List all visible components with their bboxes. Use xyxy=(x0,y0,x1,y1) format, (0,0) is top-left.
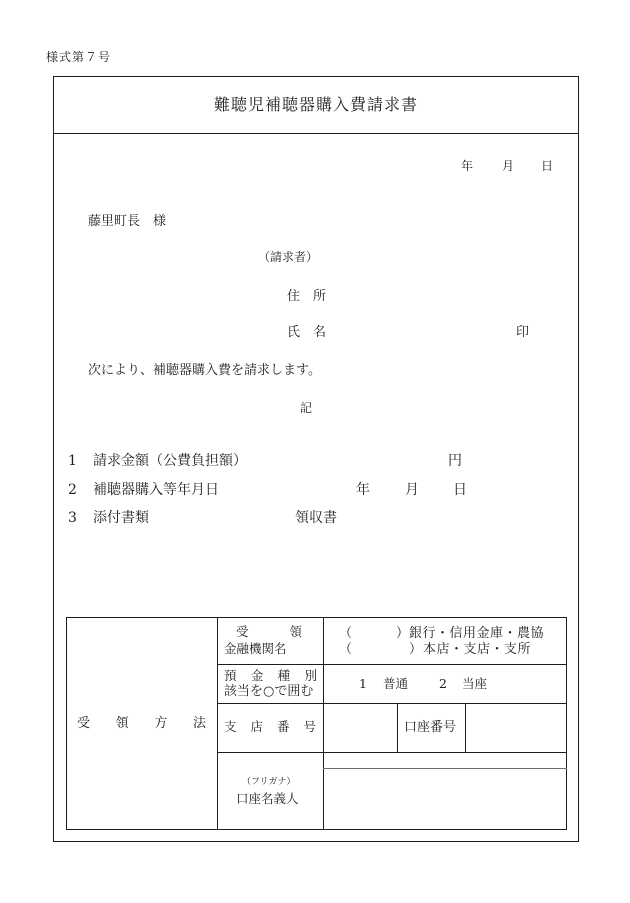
seal-label: 印 xyxy=(516,325,530,340)
table-cell-line xyxy=(397,703,398,753)
receipt-method-label: 受 領 方 法 xyxy=(77,716,206,731)
institution-open-paren: （ xyxy=(339,626,353,641)
institution-close-paren: ） xyxy=(396,626,410,641)
form-title: 難聴児補聴器購入費請求書 xyxy=(213,95,418,114)
claim-statement: 次により、補聴器購入費を請求します。 xyxy=(88,363,321,378)
record-marker: 記 xyxy=(300,401,313,415)
item-2-number: 2 xyxy=(68,482,77,498)
deposit-type-label-line2: 該当を○で囲む xyxy=(224,684,314,699)
table-row-line xyxy=(217,664,567,665)
furigana-label: （フリガナ） xyxy=(242,777,296,787)
address-label: 住 所 xyxy=(287,289,327,304)
furigana-divider xyxy=(323,768,567,769)
deposit-option-1-label: 普通 xyxy=(383,676,409,691)
title-band xyxy=(54,77,578,133)
account-holder-label: 口座名義人 xyxy=(236,791,299,806)
table-row-line xyxy=(217,752,567,753)
item-1-number: 1 xyxy=(68,453,77,469)
account-number-label: 口座番号 xyxy=(404,720,457,735)
title-divider xyxy=(53,133,579,134)
addressee: 藤里町長 様 xyxy=(88,214,167,229)
deposit-type-label-line1: 預 金 種 別 xyxy=(224,668,317,683)
item-2-label: 補聴器購入等年月日 xyxy=(93,482,219,498)
item-2-month-label: 月 xyxy=(405,482,419,498)
claimant-heading: （請求者） xyxy=(258,250,319,264)
bank-label-line1: 受 領 xyxy=(236,624,302,639)
date-year-label: 年 xyxy=(461,159,474,173)
item-1-label: 請求金額（公費負担額） xyxy=(93,453,247,469)
item-2-day-label: 日 xyxy=(453,482,467,498)
date-month-label: 月 xyxy=(502,159,515,173)
table-column-line xyxy=(217,617,218,830)
item-1-unit: 円 xyxy=(448,453,462,469)
institution-options: 銀行・信用金庫・農協 xyxy=(409,626,545,641)
form-number: 様式第７号 xyxy=(46,50,112,64)
table-cell-line xyxy=(465,703,466,753)
deposit-option-1-number: 1 xyxy=(359,676,367,691)
item-2-year-label: 年 xyxy=(356,482,370,498)
table-column-line xyxy=(323,617,324,830)
branch-open-paren: （ xyxy=(339,642,353,657)
bank-label-line2: 金融機関名 xyxy=(224,641,287,656)
table-row-line xyxy=(217,703,567,704)
item-3-label: 添付書類 xyxy=(93,510,149,526)
date-day-label: 日 xyxy=(541,159,554,173)
deposit-option-2-number: 2 xyxy=(439,676,447,691)
branch-number-label: 支 店 番 号 xyxy=(224,719,316,734)
name-label: 氏 名 xyxy=(287,325,327,340)
branch-close-paren: ） xyxy=(409,642,423,657)
item-3-value: 領収書 xyxy=(295,510,337,526)
branch-options: 本店・支店・支所 xyxy=(423,642,532,657)
item-3-number: 3 xyxy=(68,510,77,526)
deposit-option-2-label: 当座 xyxy=(462,676,488,691)
